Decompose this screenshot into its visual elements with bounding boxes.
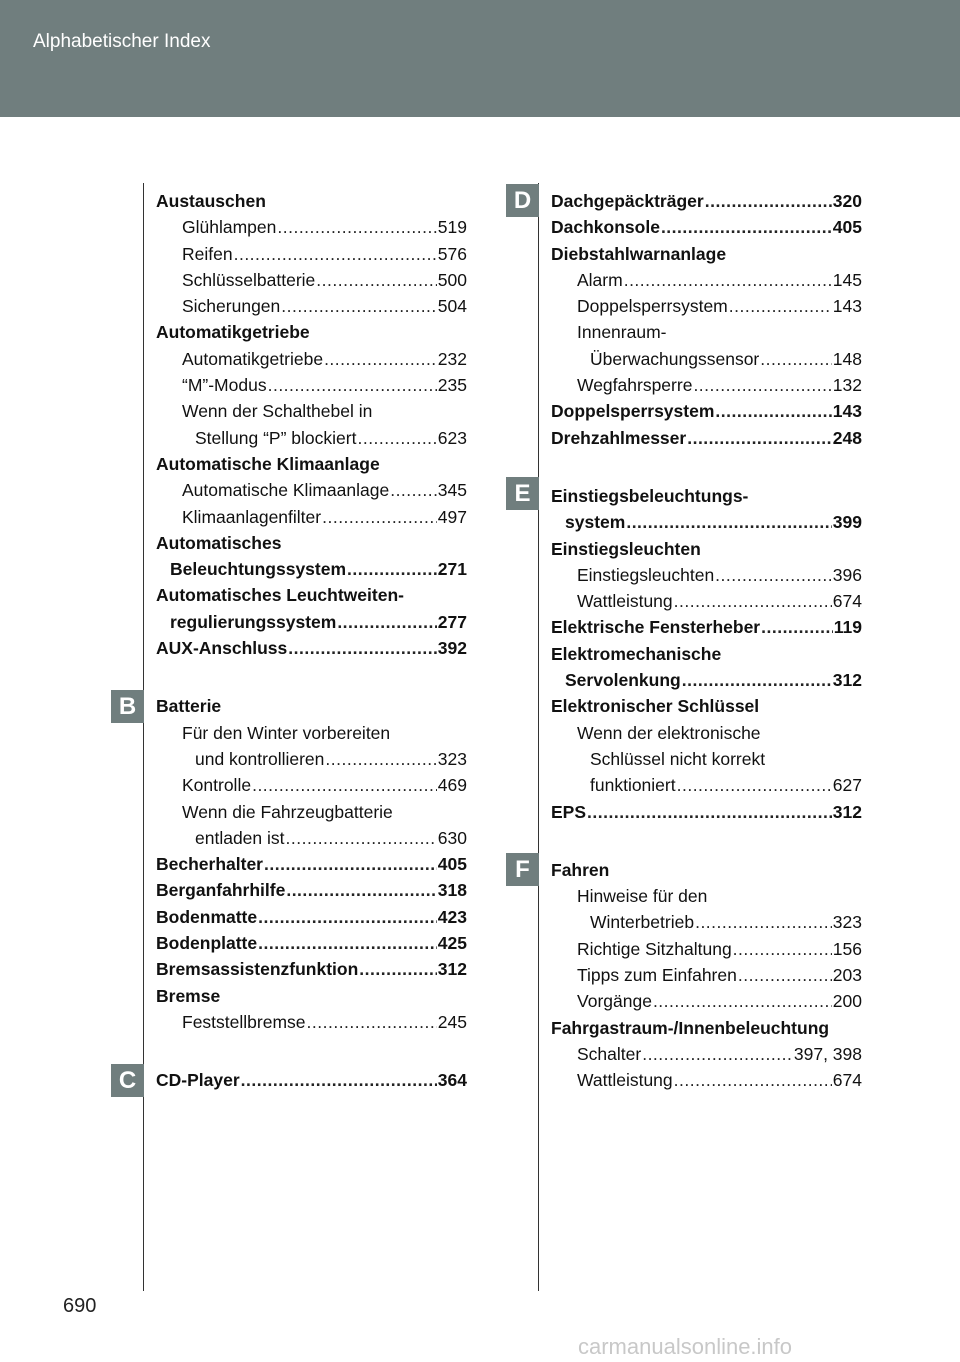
index-entry: system ..... 399: [551, 509, 862, 535]
index-entry: Batterie: [156, 696, 222, 717]
index-entry: Elektronischer Schlüssel: [551, 696, 760, 717]
index-entry: Vorgänge ..... 200: [551, 988, 862, 1014]
index-entry: Dachgepäckträger ..... 320: [551, 188, 862, 214]
index-entry: Bremsassistenzfunktion ..... 312: [156, 956, 467, 982]
index-entry: Schlüsselbatterie ..... 500: [156, 267, 467, 293]
index-entry: Für den Winter vorbereiten: [182, 722, 391, 743]
index-entry: Feststellbremse ..... 245: [156, 1009, 467, 1035]
index-entry: CD-Player ..... 364: [156, 1067, 467, 1093]
index-entry: Sicherungen ..... 504: [156, 293, 467, 319]
letter-tab-e: E: [506, 477, 539, 510]
index-entry: Automatisches Leuchtweiten-: [156, 585, 404, 606]
index-entry: Stellung “P” blockiert ..... 623: [156, 425, 467, 451]
index-entry: Wenn die Fahrzeugbatterie: [182, 801, 393, 822]
index-entry: Automatikgetriebe: [156, 322, 310, 343]
index-entry: Hinweise für den: [577, 886, 708, 907]
index-entry: Einstiegsleuchten ..... 396: [551, 562, 862, 588]
index-entry: funktioniert ..... 627: [551, 772, 862, 798]
index-entry: Berganfahrhilfe ..... 318: [156, 877, 467, 903]
header-title: Alphabetischer Index: [33, 31, 211, 52]
index-entry: regulierungssystem ..... 277: [156, 609, 467, 635]
index-entry: EPS ..... 312: [551, 799, 862, 825]
index-entry: Innenraum-: [577, 322, 667, 343]
letter-tab-c: C: [111, 1064, 144, 1097]
index-entry: Reifen ..... 576: [156, 241, 467, 267]
index-column-2: [551, 188, 862, 1094]
index-entry: Einstiegsleuchten: [551, 538, 701, 559]
index-entry: Beleuchtungssystem ..... 271: [156, 556, 467, 582]
section-gap: [156, 661, 467, 693]
index-entry: Winterbetrieb ..... 323: [551, 909, 862, 935]
index-entry: Elektromechanische: [551, 643, 722, 664]
index-entry: Alarm ..... 145: [551, 267, 862, 293]
index-entry: Automatische Klimaanlage: [156, 453, 380, 474]
letter-tab-f: F: [506, 853, 539, 886]
index-entry: Bremse: [156, 985, 221, 1006]
index-entry: Drehzahlmesser ..... 248: [551, 425, 862, 451]
index-entry: Automatische Klimaanlage ..... 345: [156, 477, 467, 503]
section-gap: [156, 1035, 467, 1067]
index-entry: “M”-Modus ..... 235: [156, 372, 467, 398]
index-entry: Austauschen: [156, 191, 266, 211]
index-entry: entladen ist ..... 630: [156, 825, 467, 851]
index-entry: Wattleistung ..... 674: [551, 588, 862, 614]
section-gap: [551, 451, 862, 483]
index-entry: Fahren: [551, 859, 610, 880]
index-entry: Richtige Sitzhaltung ..... 156: [551, 936, 862, 962]
index-entry: Klimaanlagenfilter ..... 497: [156, 504, 467, 530]
index-entry: Tipps zum Einfahren ..... 203: [551, 962, 862, 988]
index-entry: Elektrische Fensterheber ..... 119: [551, 614, 862, 640]
page-number: 690: [63, 1295, 97, 1317]
index-entry: Automatisches: [156, 532, 282, 553]
index-entry: Überwachungssensor ..... 148: [551, 346, 862, 372]
index-column-1: [156, 188, 467, 1094]
index-entry: Bodenplatte ..... 425: [156, 930, 467, 956]
column-divider-right: [538, 183, 539, 1291]
index-entry: Schlüssel nicht korrekt: [590, 748, 766, 769]
letter-tab-d: D: [506, 184, 539, 217]
index-entry: Doppelsperrsystem ..... 143: [551, 398, 862, 424]
index-entry: Wegfahrsperre ..... 132: [551, 372, 862, 398]
index-entry: Diebstahlwarnanlage: [551, 243, 727, 264]
index-entry: AUX-Anschluss ..... 392: [156, 635, 467, 661]
index-entry: Becherhalter ..... 405: [156, 851, 467, 877]
watermark-url: carmanualsonline.info: [578, 1334, 793, 1359]
index-entry: Einstiegsbeleuchtungs-: [551, 485, 749, 506]
index-entry: Glühlampen ..... 519: [156, 214, 467, 240]
index-entry: Fahrgastraum-/Innenbeleuchtung: [551, 1017, 830, 1038]
index-entry: Kontrolle ..... 469: [156, 772, 467, 798]
page-header: [0, 0, 960, 117]
index-entry: Wattleistung ..... 674: [551, 1067, 862, 1093]
index-entry: Schalter ..... 397, 398: [551, 1041, 862, 1067]
index-entry: Bodenmatte ..... 423: [156, 904, 467, 930]
index-entry: Wenn der Schalthebel in: [182, 401, 373, 422]
index-entry: Automatikgetriebe ..... 232: [156, 346, 467, 372]
index-entry: Wenn der elektronische: [577, 722, 761, 743]
index-entry: Servolenkung ..... 312: [551, 667, 862, 693]
letter-tab-b: B: [111, 690, 144, 723]
index-entry: Dachkonsole ..... 405: [551, 214, 862, 240]
index-entry: und kontrollieren ..... 323: [156, 746, 467, 772]
column-divider-left: [143, 183, 144, 1291]
index-entry: Doppelsperrsystem ..... 143: [551, 293, 862, 319]
section-gap: [551, 825, 862, 857]
